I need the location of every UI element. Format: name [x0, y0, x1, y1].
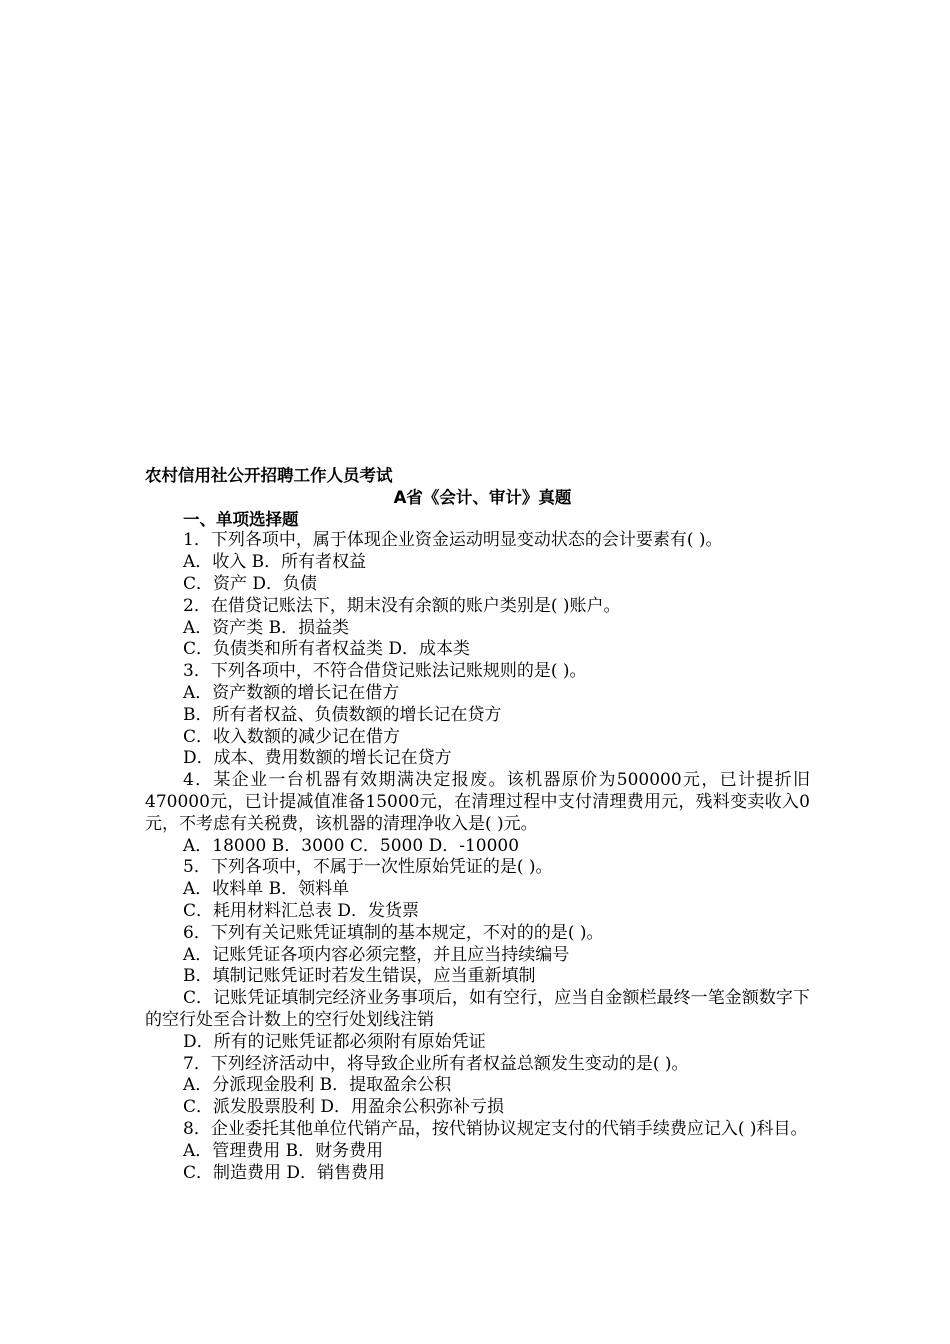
document-subtitle: A省《会计、审计》真题: [393, 487, 572, 507]
document-line: C．负债类和所有者权益类 D．成本类: [183, 639, 471, 660]
document-line: 2．在借贷记账法下，期末没有余额的账户类别是( )账户。: [183, 595, 621, 616]
document-line: D．成本、费用数额的增长记在贷方: [183, 748, 452, 769]
document-line: 6．下列有关记账凭证填制的基本规定，不对的的是( )。: [183, 922, 604, 943]
document-line: A．资产类 B．损益类: [183, 617, 350, 638]
document-line: 4．某企业一台机器有效期满决定报废。该机器原价为500000元，已计提折旧470000元，已计提减值准备15000元，在清理过程中支付清理费用元，残料变卖收入0元，不考虑有关税费，该机器的清理净收入是( )元。: [145, 770, 810, 834]
document-content: [145, 465, 810, 1184]
document-line: B．所有者权益、负债数额的增长记在贷方: [183, 704, 502, 725]
document-line: A．分派现金股利 B．提取盈余公积: [183, 1075, 452, 1096]
document-line: 5．下列各项中，不属于一次性原始凭证的是( )。: [183, 857, 553, 878]
document-line: C．记账凭证填制完经济业务事项后，如有空行，应当自金额栏最终一笔金额数字下的空行处至合计数上的空行处划线注销: [145, 988, 810, 1030]
document-line: C．派发股票股利 D．用盈余公积弥补亏损: [183, 1097, 505, 1118]
document-line: 8．企业委托其他单位代销产品，按代销协议规定支付的代销手续费应记入( )科目。: [183, 1118, 808, 1139]
document-line: C．资产 D．负债: [183, 573, 318, 594]
document-line: A．收料单 B．领料单: [183, 879, 350, 900]
document-title: 农村信用社公开招聘工作人员考试: [145, 466, 393, 485]
document-line: 3．下列各项中，不符合借贷记账法记账规则的是( )。: [183, 661, 587, 682]
section-heading: 一、单项选择题: [183, 509, 299, 529]
document-line: A．记账凭证各项内容必须完整，并且应当持续编号: [183, 944, 570, 965]
question-list: [145, 530, 810, 1184]
document-line: C．制造费用 D．销售费用: [183, 1162, 386, 1183]
document-line: A．资产数额的增长记在借方: [183, 682, 400, 703]
document-line: A．收入 B．所有者权益: [183, 552, 367, 573]
document-line: C．收入数额的减少记在借方: [183, 726, 401, 747]
document-line: C．耗用材料汇总表 D．发货票: [183, 900, 420, 921]
document-line: A．18000 B．3000 C．5000 D．-10000: [183, 835, 520, 856]
document-line: B．填制记账凭证时若发生错误，应当重新填制: [183, 966, 536, 987]
document-line: 7．下列经济活动中，将导致企业所有者权益总额发生变动的是( )。: [183, 1053, 689, 1074]
document-line: 1．下列各项中，属于体现企业资金运动明显变动状态的会计要素有( )。: [183, 530, 723, 551]
document-line: D．所有的记账凭证都必须附有原始凭证: [183, 1031, 486, 1052]
document-line: A．管理费用 B．财务费用: [183, 1140, 384, 1161]
